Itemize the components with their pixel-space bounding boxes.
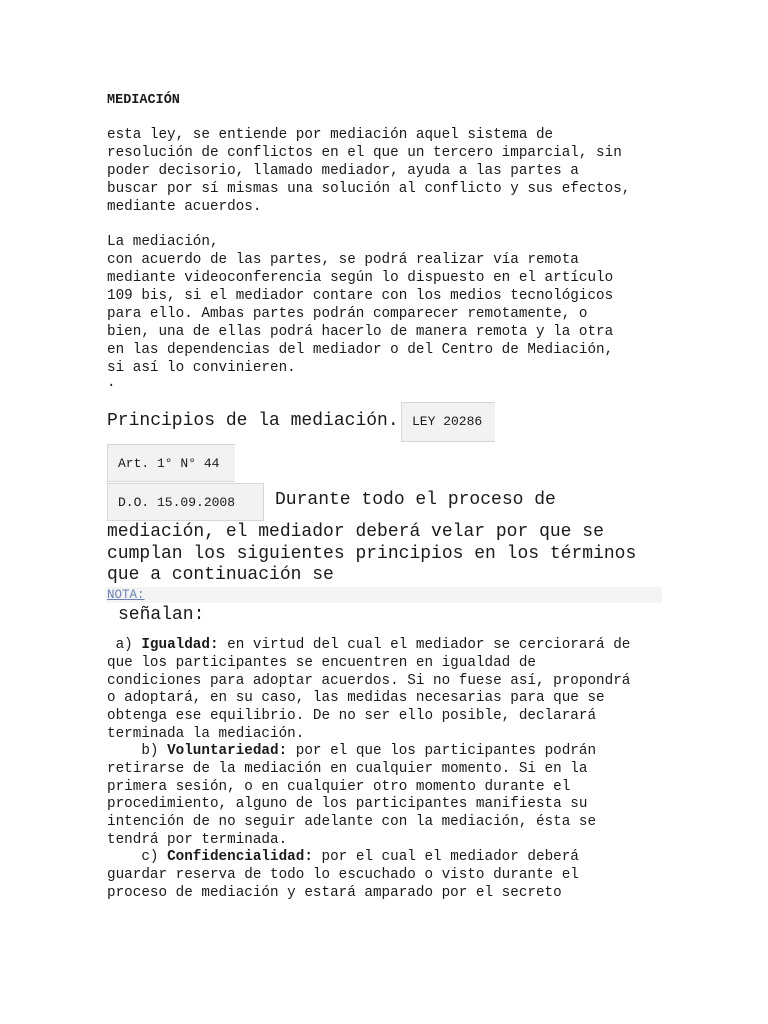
intro-text-start: Durante todo el proceso de <box>275 490 556 510</box>
article-reference-box: Art. 1° N° 44 <box>107 444 235 482</box>
principle-name: Confidencialidad: <box>167 849 313 865</box>
note-link[interactable]: NOTA: <box>107 588 145 602</box>
publication-date-box: D.O. 15.09.2008 <box>107 483 264 521</box>
principle-voluntariness <box>107 743 596 850</box>
principle-text: en virtud del cual el mediador se cerciorará de que los participantes se encuentren en igualdad de condiciones para adoptar acuerdos. Si no fuese así, propondrá o adoptará, en su caso, las medidas necesarias para que se obtenga ese equilibrio. De no ser ello posible, declarará terminada la mediación. <box>107 637 631 742</box>
principle-text: por el cual el mediador deberá guardar reserva de todo lo escuchado o visto durante el proceso de mediación y estará amparado por el secreto <box>107 849 579 901</box>
principle-confidentiality <box>107 849 579 902</box>
principle-text: por el que los participantes podrán retirarse de la mediación en cualquier momento. Si en la primera sesión, o en cualquier otro momento durante el procedimiento, alguno de los participantes manifiesta su intención de no seguir adelante con la mediación, ésta se tendrá por terminada. <box>107 743 597 848</box>
list-marker: b) <box>107 743 168 759</box>
principle-name: Igualdad: <box>141 637 219 653</box>
principle-name: Voluntariedad: <box>167 743 288 759</box>
law-reference-box: LEY 20286 <box>401 402 495 442</box>
list-marker: c) <box>107 849 168 865</box>
intro-text-continued: mediación, el mediador deberá velar por que se cumplan los siguientes principios en los términos que a continuación se <box>107 522 637 585</box>
document-title: MEDIACIÓN <box>107 93 180 108</box>
separator-dot: . <box>107 375 116 391</box>
list-marker: a) <box>107 637 142 653</box>
intro-text-end: señalan: <box>118 605 205 625</box>
principle-equality <box>107 637 630 744</box>
note-bar <box>106 587 662 603</box>
remote-mediation-paragraph: La mediación, con acuerdo de las partes, se podrá realizar vía remota mediante videoconferencia según lo dispuesto en el artículo 109 bis, si el mediador contare con los medios tecnológicos para ello. Ambas partes podrán comparecer remotamente, o bien, una de ellas podrá hacerlo de manera remota y la otra en las dependencias del mediador o del Centro de Mediación, si así lo convinieren. <box>107 234 614 376</box>
definition-paragraph: esta ley, se entiende por mediación aquel sistema de resolución de conflictos en el que un tercero imparcial, sin poder decisorio, llamado mediador, ayuda a las partes a buscar por sí mismas una solución al conflicto y sus efectos, mediante acuerdos. <box>107 127 631 215</box>
section-heading: Principios de la mediación. <box>107 411 399 431</box>
